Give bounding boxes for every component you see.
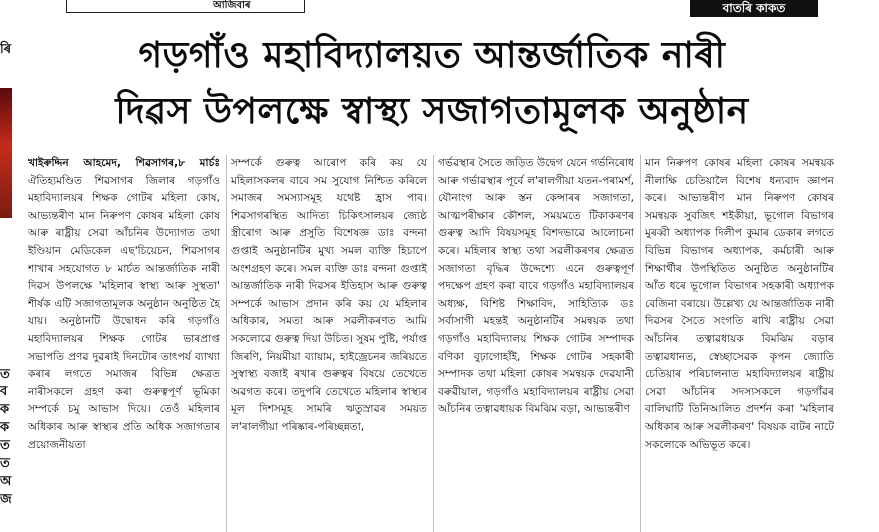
column-2-text: সম্পৰ্কে গুৰুত্ব আৰোপ কৰি কয় যে মহিলাসকলৰ বাবে সম সুযোগ নিশ্চিত কৰিলে সমাজৰ সমস্যাসমূহ যথেষ্ট হ্ৰাস পাব। শিৱসাগৰস্থিত আদিত্য চিকিৎসালয়ৰ জ্যেষ্ঠ স্ত্ৰীৰোগ আৰু প্ৰসুতি বিশেষজ্ঞ ডাঃ বন্দনা গুপ্তাই অনুষ্ঠানটিৰ মুখ্য সমল ব্যক্তি হিচাপে অংশগ্ৰহণ কৰে। সমল ব্যক্তি ডাঃ বন্দনা গুপ্তাই আন্তৰ্জাতিক নাৰী দিৱসৰ ইতিহাস আৰু গুৰুত্ব সম্পৰ্কে আভাস প্ৰদান কৰি কয় যে মহিলাৰ অধিকাৰ, সমতা আৰু সৱলীকৰণত আমি সকলোৱে গুৰুত্ব দিয়া উচিত। সুষম পুষ্টি, পৰ্যাপ্ত জিৰণি, নিয়মীয়া ব্যায়াম, হাইজ্ৰেচনৰ জৰিয়তে সুস্বাস্থ্য বজাই ৰখাৰ গুৰুত্বৰ বিষয়ে তেখেতে অৱগত কৰে। তদুপৰি তেখেতে মহিলাৰ স্বাস্থ্যৰ মূল দিশসমূহ সামৰি ঋতুস্ৰাৱৰ সময়ত ল'ৰালগীয়া পৰিষ্কাৰ-পৰিচ্ছন্নতা, xyxy=(231,157,427,433)
top-strip xyxy=(0,0,879,18)
edge-fragment: ক xyxy=(0,420,10,435)
edge-fragment: অ xyxy=(0,474,12,489)
column-4-text: মান নিৰুপণ কোষৰ মহিলা কোষৰ সমন্বয়ক নীলাক্ষি চেতিয়ালৈ বিশেষ ধন্যবাদ জ্ঞাপন কৰে। আভ্যন্তৰীণ মান নিৰুপণ কোষৰ সমন্বয়ক সুবজিৎ শইকীয়া, ভূগোল বিভাগৰ মুৰব্বী অধ্যাপক দিলীপ কুমাৰ ডেকাৰ লগতে বিভিন্ন বিভাগৰ অধ্যাপক, কৰ্মচাৰী আৰু শিক্ষাৰ্থীৰ উপস্থিতিত অনুষ্ঠিত অনুষ্ঠানটিৰ আঁত ধৰে ভূগোল বিভাগৰ সহকাৰী অধ্যাপক বেজিনা বৰায়ে। উল্লেখ্য যে আন্তৰ্জাতিক নাৰী দিৱসৰ সৈতে সংগতি ৰাখি ৰাষ্ট্ৰীয় সেৱা আঁচনিৰ তত্বাৱধায়ক বিমঝিম বড়াৰ তত্বাৱধানত, স্বেচ্ছাসেৱক কৃপন জ্যোতি চেতিয়াৰ পৰিচালনাত মহাবিদ্যালয়ৰ ৰাষ্ট্ৰীয় সেৱা আঁচনিৰ সদস্যসকলে গড়গাঁৱৰ বালিঘাটি তিনিআলিত প্ৰদৰ্শন কৰা 'মহিলাৰ অধিকাৰ আৰু সৱলীকৰণ' বিষয়ক বাটৰ নাটে সকলোকে অভিভূত কৰে। xyxy=(645,157,834,451)
top-label: আজিবাৰ xyxy=(213,0,251,11)
byline: খাইৰুদ্দিন আহমেদ, শিৱসাগৰ,৮ মাৰ্চঃ xyxy=(28,157,220,169)
column-divider xyxy=(640,155,641,532)
column-divider xyxy=(433,155,434,532)
edge-fragment: ব xyxy=(0,384,8,399)
headline-line-1: গড়গাঁও মহাবিদ্যালয়ত আন্তৰ্জাতিক নাৰী xyxy=(138,35,726,76)
article-column-4 xyxy=(645,155,834,532)
edge-fragment: ত xyxy=(0,367,10,382)
edge-fragment: ত xyxy=(0,438,10,453)
article-column-2 xyxy=(231,155,427,532)
article-column-3 xyxy=(438,155,634,532)
column-3-text: গৰ্ভৱস্থাৰ সৈতে জড়িত উদ্বেগ যেনে গৰ্ভনিৰোধ আৰু গৰ্ভাৱস্থাৰ পূৰ্বে ল'ৰালগীয়া যতন-পৰামৰ্শ, যৌনাংগ আৰু স্তন কেন্সাৰৰ সজাগতা, আত্মপৰীক্ষাৰ কৌশল, সময়মতে টিকাকৰণৰ গুৰুত্ব আদি বিষয়সমূহ বিশদভাৱে আলোচনা কৰে। মহিলাৰ স্বাস্থ্য তথা সৱলীকৰণৰ ক্ষেত্ৰত সজাগতা বৃদ্ধিৰ উদ্দেশ্যে এনে গুৰুত্বপূৰ্ণ পদক্ষেপ গ্ৰহণ কৰা বাবে গড়গাঁও মহাবিদ্যালয়ৰ অধ্যক্ষ, বিশিষ্ট শিক্ষাবিদ, সাহিত্যিক ডঃ সৰ্বাসাগী মহন্তই অনুষ্ঠানটিৰ সমন্বয়ক তথা গড়গাঁও মহাবিদ্যালয় শিক্ষক গোটৰ সম্পাদক বণিকা বুঢ়াগোহাঁই, শিক্ষক গোটৰ সহকাৰী সম্পাদক তথা মহিলা কোষৰ সমন্বয়ক দেৱযানী বৰুৱীয়াল, গড়গাঁও মহাবিদ্যালয়ৰ ৰাষ্ট্ৰীয় সেৱা আঁচনিৰ তত্বাৱধায়ক বিমঝিম বড়া, আভ্যন্তৰীণ xyxy=(438,157,634,416)
adjacent-photo-edge xyxy=(0,88,12,218)
article-body xyxy=(28,155,834,532)
right-margin xyxy=(834,0,879,532)
masthead: বাতৰি কাকত xyxy=(690,0,818,17)
edge-fragment: ক xyxy=(0,402,10,417)
edge-fragment: ত xyxy=(0,456,10,471)
edge-fragment: ৰি xyxy=(0,42,12,57)
article-column-1 xyxy=(28,155,220,532)
column-divider xyxy=(226,155,227,532)
edge-fragment: জ xyxy=(0,492,12,507)
headline xyxy=(28,28,836,140)
column-1-text: ঐতিহ্যমণ্ডিত শিৱসাগৰ জিলাৰ গড়গাঁও মহাবিদ্যালয়ৰ শিক্ষক গোটৰ মহিলা কোষ, আভ্যন্তৰীণ মান নিৰুপণ কোষৰ মহিলা কোষ আৰু ৰাষ্ট্ৰীয় সেৱা আঁচনিৰ উদ্যোগত তথা ইণ্ডিয়ান মেডিকেল এছ'চিয়েচন, শিৱসাগৰ শাখাৰ সহযোগত ৮ মাৰ্চত আন্তৰ্জাতিক নাৰী দিৱস উপলক্ষে 'মহিলাৰ স্বাস্থ্য আৰু সুস্থতা' শীৰ্ষক এটি সজাগতামূলক অনুষ্ঠান অনুষ্ঠিত হৈ যায়। অনুষ্ঠানটি উদ্বোধন কৰি গড়গাঁও মহাবিদ্যালয়ৰ শিক্ষক গোটৰ ভাৰপ্ৰাপ্ত সভাপতি প্ৰণৱ দুৱৰাই দিনটোৰ তাৎপৰ্য ব্যাখ্যা কৰাৰ লগতে সমাজৰ বিভিন্ন ক্ষেত্ৰত নাৰীসকলে গ্ৰহণ কৰা গুৰুত্বপূৰ্ণ ভূমিকা সম্পৰ্কে চমু আভাস দিয়ে। তেওঁ মহিলাৰ অধিকাৰ আৰু স্বাস্থ্যৰ প্ৰতি অধিক সজাগতাৰ প্ৰয়োজনীয়তা xyxy=(28,174,220,451)
headline-line-2: দিৱস উপলক্ষে স্বাস্থ্য সজাগতামূলক অনুষ্ঠান xyxy=(115,91,749,132)
top-label-box xyxy=(66,0,305,13)
